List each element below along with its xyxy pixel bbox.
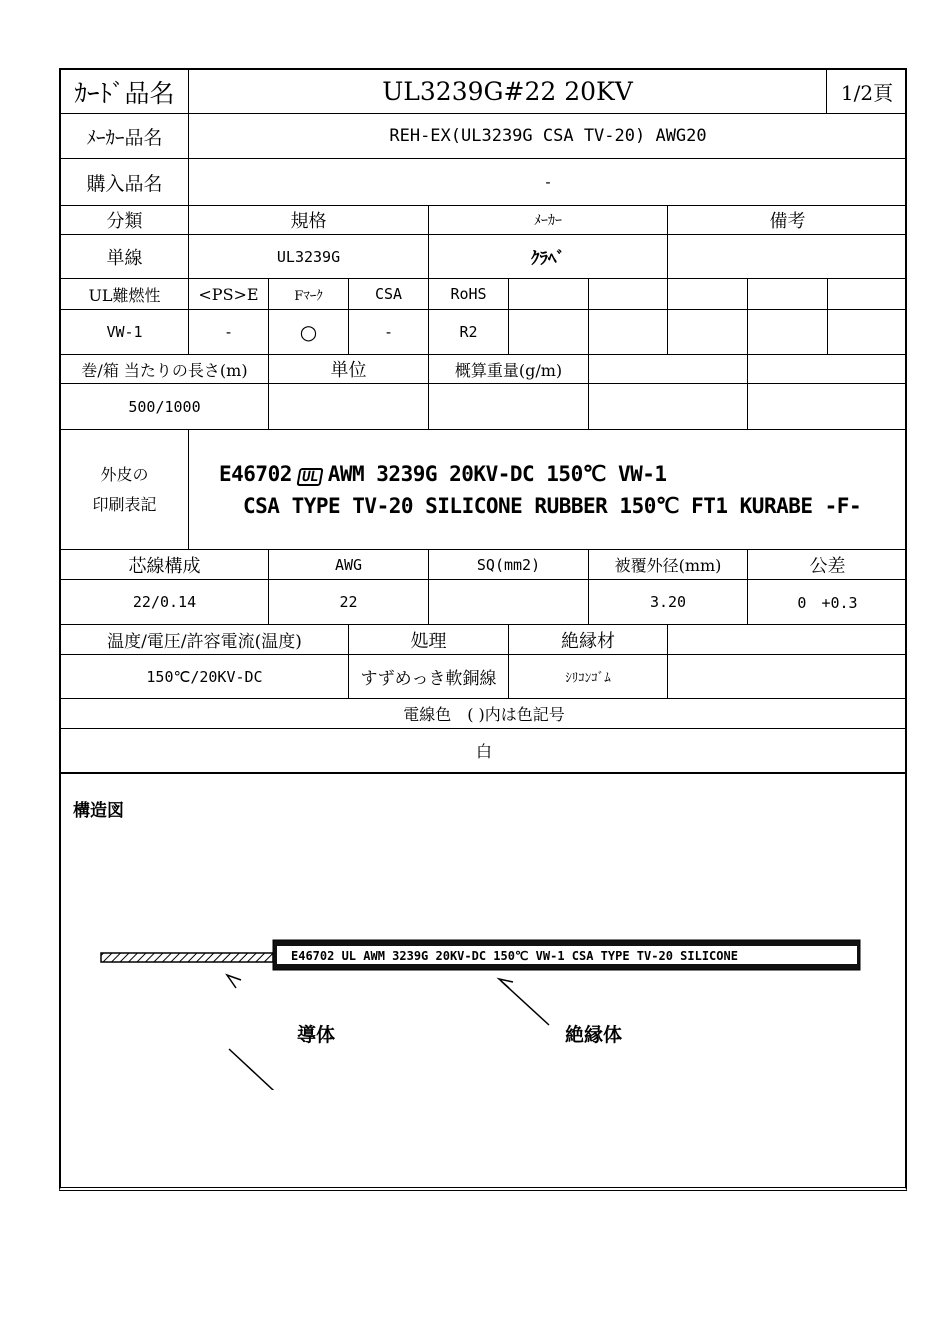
- class-header-category: 分類: [61, 206, 189, 235]
- cond-value-tolerance: 0 +0.3: [748, 580, 907, 625]
- conductor-strand-icon: [101, 953, 273, 962]
- maker-name-value: REH-EX(UL3239G CSA TV-20) AWG20: [189, 114, 907, 159]
- flam-header-fmark: Fﾏｰｸ: [269, 279, 349, 310]
- rating-header-blank: [668, 625, 907, 655]
- length-header-blank-1: [589, 355, 748, 384]
- wire-color-value: 白: [61, 729, 907, 774]
- insulation-label: 絶縁体: [565, 1024, 623, 1046]
- purchase-name-label: 購入品名: [61, 159, 189, 206]
- class-value-category: 単線: [61, 235, 189, 279]
- maker-name-label: ﾒｰｶｰ品名: [61, 114, 189, 159]
- insulation-jacket-icon: [273, 940, 860, 970]
- rating-header-insulation: 絶縁材: [509, 625, 668, 655]
- weight-header: 概算重量(g/m): [429, 355, 589, 384]
- class-header-maker: ﾒｰｶｰ: [429, 206, 668, 235]
- conductor-label: 導体: [297, 1024, 336, 1046]
- wire-color-label: 電線色 ( )内は色記号: [61, 699, 907, 729]
- printing-line1-post: AWM 3239G 20KV-DC 150℃ VW-1: [327, 462, 667, 486]
- cond-header-awg: AWG: [269, 550, 429, 580]
- printing-value: [189, 430, 907, 550]
- flam-header-ul: UL難燃性: [61, 279, 189, 310]
- cond-header-od: 被覆外径(mm): [589, 550, 748, 580]
- cond-header-tolerance: 公差: [748, 550, 907, 580]
- diagram-title: 構造図: [73, 801, 124, 821]
- ul-recognized-mark-icon: UL: [296, 468, 323, 486]
- flam-value-fmark: ○: [269, 310, 349, 355]
- flam-value-blank-5: [828, 310, 907, 355]
- cond-header-strand: 芯線構成: [61, 550, 269, 580]
- class-value-maker: ｸﾗﾍﾞ: [429, 235, 668, 279]
- length-header: 巻/箱 当たりの長さ(m): [61, 355, 269, 384]
- flam-value-rohs: R2: [429, 310, 509, 355]
- rating-value-insulation: ｼﾘｺﾝｺﾞﾑ: [509, 655, 668, 699]
- spec-sheet: [59, 68, 907, 1191]
- flam-header-csa: CSA: [349, 279, 429, 310]
- flam-header-blank-4: [748, 279, 828, 310]
- cond-header-sq: SQ(mm2): [429, 550, 589, 580]
- flam-header-blank-1: [509, 279, 589, 310]
- cond-value-sq: [429, 580, 589, 625]
- card-label: ｶｰﾄﾞ品名: [61, 70, 189, 114]
- flam-header-rohs: RoHS: [429, 279, 509, 310]
- conductor-pointer-arrow-icon: [227, 975, 287, 1090]
- cond-value-awg: 22: [269, 580, 429, 625]
- class-header-remarks: 備考: [668, 206, 907, 235]
- rating-header-treatment: 処理: [349, 625, 509, 655]
- unit-value: [269, 384, 429, 430]
- class-header-standard: 規格: [189, 206, 429, 235]
- flam-value-blank-3: [668, 310, 748, 355]
- flam-value-ul: VW-1: [61, 310, 189, 355]
- card-name: UL3239G#22 20KV: [189, 70, 827, 114]
- flam-value-csa: -: [349, 310, 429, 355]
- rating-value-temp: 150℃/20KV-DC: [61, 655, 349, 699]
- flam-header-pse: <PS>E: [189, 279, 269, 310]
- length-value-blank-1: [589, 384, 748, 430]
- length-value-blank-2: [748, 384, 907, 430]
- cable-diagram: [61, 910, 907, 1090]
- printing-label-line1: 外皮の: [100, 464, 149, 484]
- flam-value-blank-2: [589, 310, 668, 355]
- unit-header: 単位: [269, 355, 429, 384]
- cond-value-strand: 22/0.14: [61, 580, 269, 625]
- cable-print-text: E46702 UL AWM 3239G 20KV-DC 150℃ VW-1 CSA TYPE TV-20 SILICONE: [291, 949, 738, 963]
- rating-value-treatment: すずめっき軟銅線: [349, 655, 509, 699]
- weight-value: [429, 384, 589, 430]
- insulation-pointer-arrow-icon: [499, 979, 549, 1025]
- flam-value-blank-4: [748, 310, 828, 355]
- printing-line1: [219, 462, 667, 486]
- printing-label: [61, 430, 189, 550]
- purchase-name-value: -: [189, 159, 907, 206]
- length-value: 500/1000: [61, 384, 269, 430]
- flam-header-blank-5: [828, 279, 907, 310]
- length-header-blank-2: [748, 355, 907, 384]
- printing-label-line2: 印刷表記: [92, 494, 157, 514]
- flam-value-pse: -: [189, 310, 269, 355]
- page-number: 1/2頁: [827, 70, 907, 114]
- printing-line1-pre: E46702: [219, 462, 292, 486]
- class-value-remarks: [668, 235, 907, 279]
- flam-header-blank-3: [668, 279, 748, 310]
- cond-value-od: 3.20: [589, 580, 748, 625]
- rating-header-temp: 温度/電圧/許容電流(温度): [61, 625, 349, 655]
- printing-line2: CSA TYPE TV-20 SILICONE RUBBER 150℃ FT1 KURABE -F-: [243, 494, 862, 518]
- flam-header-blank-2: [589, 279, 668, 310]
- rating-value-blank: [668, 655, 907, 699]
- class-value-standard: UL3239G: [189, 235, 429, 279]
- flam-value-blank-1: [509, 310, 589, 355]
